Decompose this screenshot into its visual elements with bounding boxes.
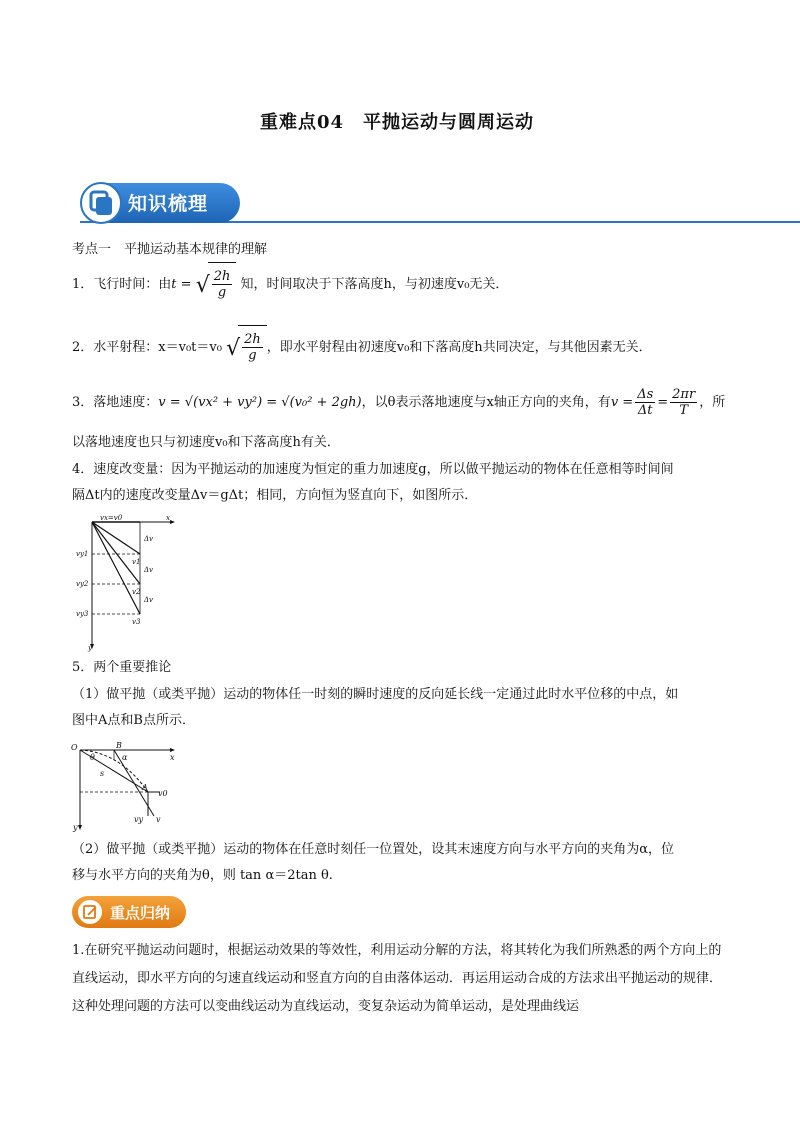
item5-2-line1: （2）做平抛（或类平抛）运动的物体在任意时刻任一位置处，设其末速度方向与水平方向的夹角为α，位 — [72, 842, 675, 857]
summary-banner — [72, 896, 186, 928]
fig2-vy: vy — [134, 815, 144, 824]
fig2-v0: v0 — [158, 789, 168, 798]
item3-suffix: ，所 — [699, 395, 726, 410]
fig1-v3: v3 — [132, 618, 141, 626]
point1-title: 考点一 平抛运动基本规律的理解 — [72, 242, 268, 257]
page-title: 重难点04 平抛运动与圆周运动 — [259, 112, 535, 133]
fig2-s: s — [100, 769, 105, 778]
fig1-y-label: y — [88, 644, 92, 652]
edit-icon — [78, 900, 102, 924]
summary-paragraph: 1.在研究平抛运动问题时，根据运动效果的等效性，利用运动分解的方法，将其转化为我们所熟悉的两个方向上的直线运动，即水平方向的匀速直线运动和竖直方向的自由落体运动．再运用运动合成的方法求出平抛运动的规律．这种处理问题的方法可以变曲线运动为直线运动，变复杂运动为简单运动，是处理曲线运 — [72, 943, 723, 1014]
item5-2-line2: 移与水平方向的夹角为θ，则 tan α＝2tan θ. — [72, 868, 333, 883]
summary-banner-label: 重点归纳 — [110, 904, 171, 922]
projectile-inference-figure — [70, 740, 180, 830]
fig2-A: A — [142, 783, 148, 792]
item4-line2: 隔Δt内的速度改变量Δv＝gΔt；相同，方向恒为竖直向下，如图所示． — [72, 488, 478, 503]
eq2-lhs: v = — [610, 395, 634, 410]
item5-1-line2: 图中A点和B点所示． — [72, 713, 195, 728]
knowledge-banner — [80, 183, 242, 225]
sqrt-formula-2: √ $\frac{2h}{g}$ — [226, 325, 267, 370]
fig2-alpha: α — [122, 753, 128, 762]
item-1: 1．飞行时间：由t = √ $\frac{2h}{g}$ 知，时间取决于下落高度h，与初速度v₀无关． — [72, 262, 508, 307]
item4-line1: 4．速度改变量：因为平抛运动的加速度为恒定的重力加速度g，所以做平抛运动的物体在任意相等时间间 — [72, 462, 674, 477]
item5-1-line1: （1）做平抛（或类平抛）运动的物体任一时刻的瞬时速度的反向延长线一定通过此时水平位移的中点，如 — [72, 687, 679, 702]
fig2-y: y — [73, 823, 78, 832]
item-2 — [72, 325, 652, 370]
fig1-top-label: vx=v0 — [100, 514, 123, 522]
item3-line2: 以落地速度也只与初速度v₀和下落高度h有关． — [72, 435, 340, 450]
fig1-v1: v1 — [132, 558, 141, 566]
item1-prefix: 1．飞行时间：由 — [72, 277, 172, 292]
fig1-v2: v2 — [132, 588, 141, 596]
fig1-vy2: vy2 — [76, 580, 89, 588]
item5-title: 5．两个重要推论 — [72, 660, 172, 675]
eq-t: t — [171, 277, 177, 292]
eq-landing-speed: v = √(vx² + vy²) = √(v₀² + 2gh) — [158, 395, 362, 410]
fig1-vy3: vy3 — [76, 610, 89, 618]
item2-suffix: ，即水平射程由初速度v₀和下落高度h共同决定，与其他因素无关． — [266, 340, 652, 355]
fig2-B: B — [116, 741, 122, 750]
item1-suffix: 知，时间取决于下落高度h，与初速度v₀无关． — [240, 277, 509, 292]
item3-mid: ，以θ表示落地速度与x轴正方向的夹角，有 — [361, 395, 611, 410]
copy-icon — [80, 182, 122, 224]
frac-ds-dt: $\frac{\Delta s}{\Delta t}$ — [637, 387, 654, 418]
banner-label: 知识梳理 — [128, 193, 209, 215]
fig2-theta: θ — [90, 753, 95, 762]
fig1-dv3: Δv — [144, 596, 154, 604]
frac-2pir-t: $\frac{2\pi r}{T}$ — [672, 387, 696, 418]
fig2-v: v — [156, 815, 161, 824]
fig2-O: O — [71, 743, 78, 752]
velocity-change-figure — [76, 512, 180, 652]
fig1-x-label: x — [166, 514, 170, 522]
sqrt-formula: √ $\frac{2h}{g}$ — [196, 262, 237, 307]
fig1-dv2: Δv — [144, 566, 154, 574]
item2-prefix: 2．水平射程：x＝v₀t＝v₀ — [72, 340, 222, 355]
fig1-vy1: vy1 — [76, 550, 89, 558]
fig1-dv1: Δv — [144, 535, 154, 543]
item3-prefix: 3．落地速度： — [72, 395, 159, 410]
fig2-x: x — [170, 753, 175, 762]
item-3: 3．落地速度：v = √(vx² + vy²) = √(v₀² + 2gh)，以θ表示落地速度与x轴正方向的夹角，有v = $\frac{\Delta s}{\Delta t}$ = $\frac{2\pi r}{T}$ ，所 — [72, 387, 726, 418]
